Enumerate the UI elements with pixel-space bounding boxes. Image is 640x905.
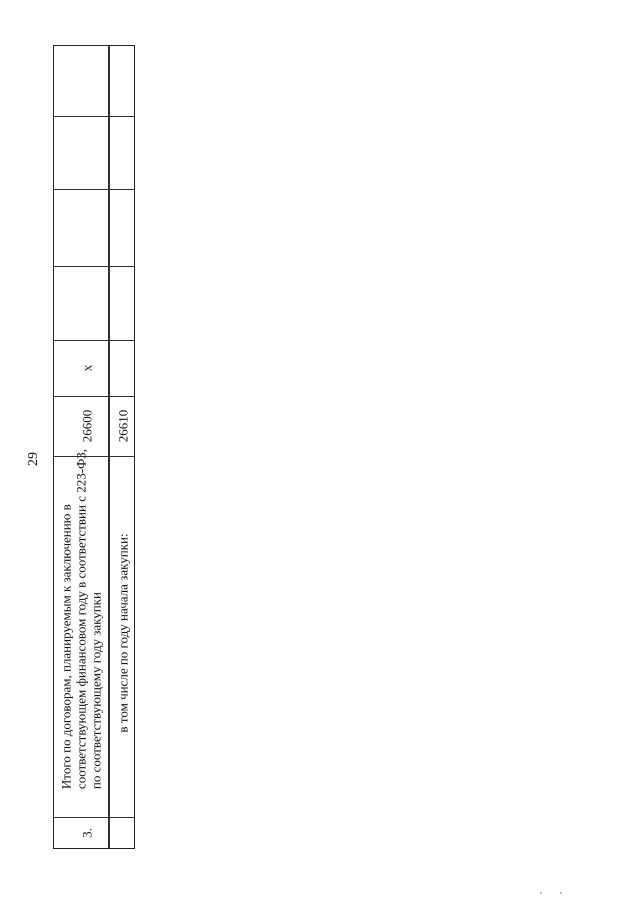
row-description-line: соответствующем финансовом году в соответствии с 223-ФЗ, (73, 448, 89, 790)
column-divider (54, 817, 134, 818)
column-divider (54, 396, 134, 397)
row-number: 3. (79, 828, 95, 838)
scan-speck (540, 892, 542, 894)
scan-speck (560, 892, 562, 894)
column-divider (54, 340, 134, 341)
row-divider (108, 46, 110, 848)
page-number: 29 (26, 452, 41, 466)
column-divider (54, 116, 134, 117)
column-divider (54, 266, 134, 267)
purchase-table (53, 45, 135, 849)
row-description-line: Итого по договорам, планируемым к заключению в (58, 504, 74, 790)
column-divider (54, 189, 134, 190)
row-description (59, 449, 104, 789)
row-description-line: по соответствующему году закупки (88, 592, 104, 790)
row-code: 26610 (115, 409, 131, 443)
row-code: 26600 (79, 409, 95, 443)
row-description: в том числе по году начала закупки: (115, 533, 131, 733)
row-mark: x (79, 364, 95, 372)
